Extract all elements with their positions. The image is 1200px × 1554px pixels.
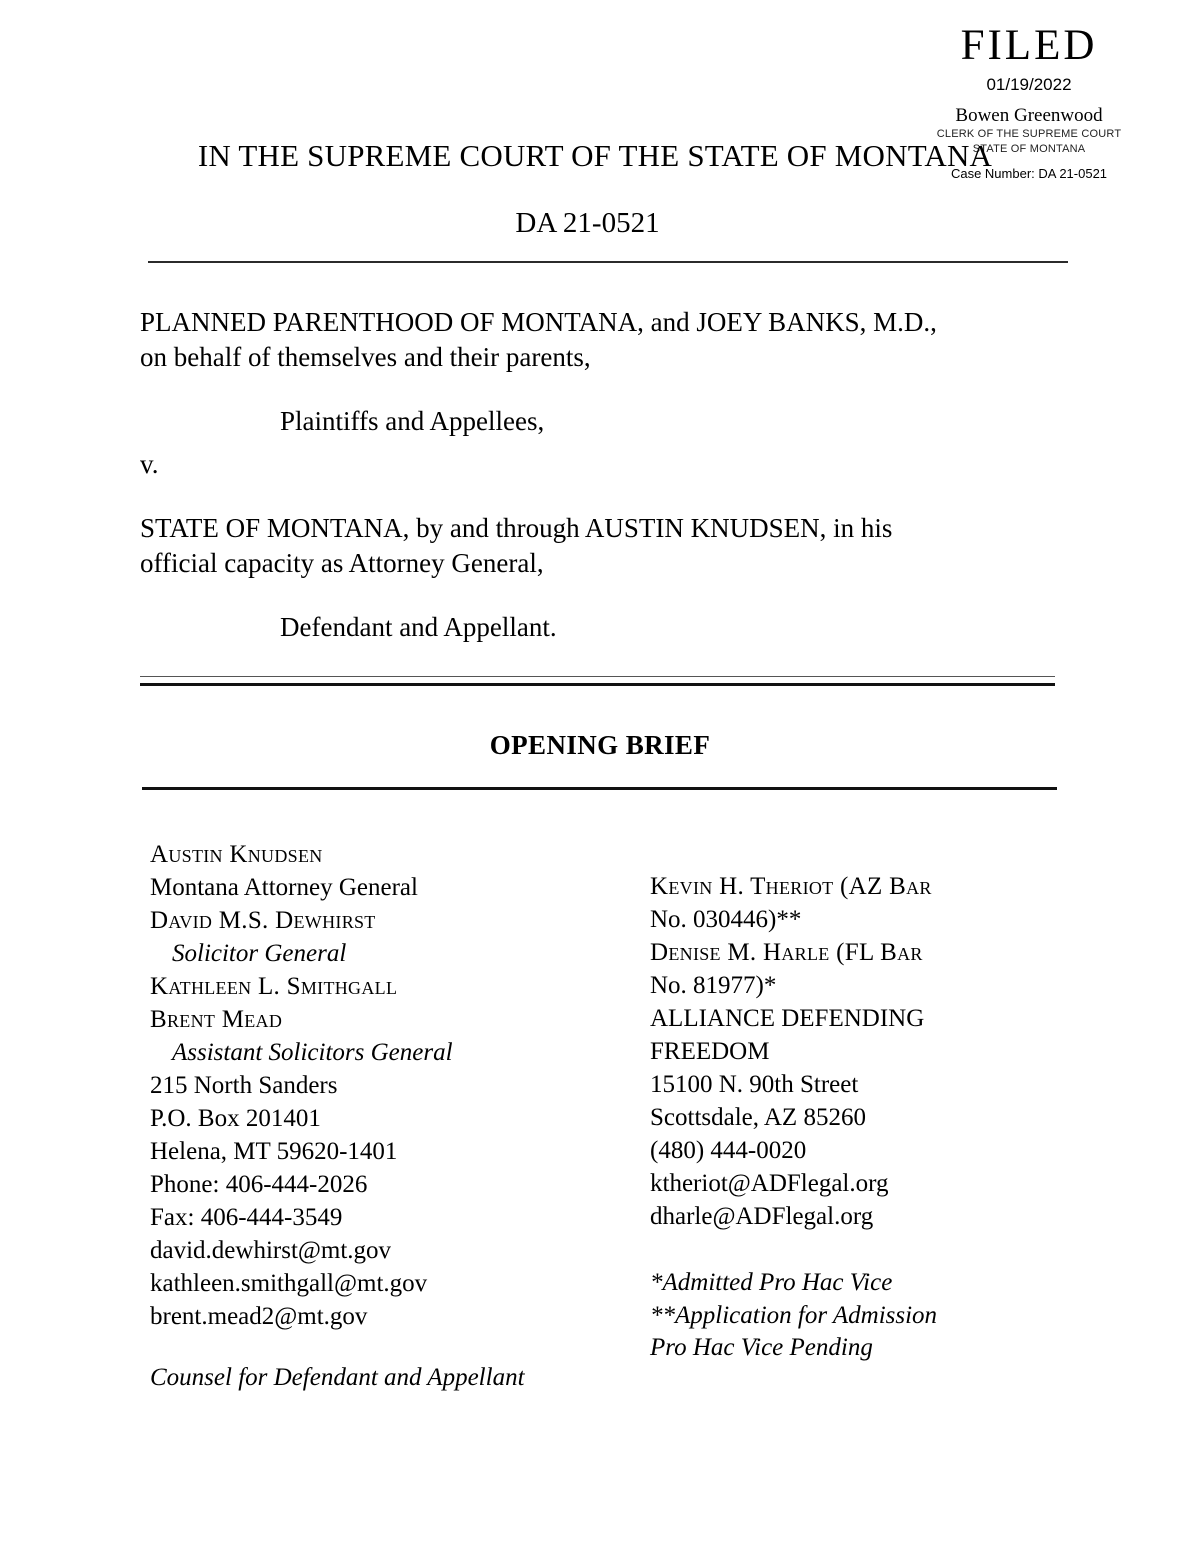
counsel-column-left	[150, 838, 650, 1333]
counsel-name-mead: Brent Mead	[150, 1006, 283, 1033]
counsel-name-harle-line-2: No. 81977)*	[650, 972, 777, 999]
counsel-fax: Fax: 406-444-3549	[150, 1204, 343, 1231]
counsel-email-mead: brent.mead2@mt.gov	[150, 1303, 368, 1330]
counsel-title-assistant-solicitors: Assistant Solicitors General	[172, 1039, 453, 1066]
defendant-block	[140, 511, 1070, 580]
counsel-column-right	[650, 838, 1050, 1365]
counsel-firm-line-2: FREEDOM	[650, 1038, 770, 1065]
counsel-name-theriot-line-2: No. 030446)**	[650, 906, 802, 933]
counsel-email-harle: dharle@ADFlegal.org	[650, 1203, 874, 1230]
plaintiff-line-1: PLANNED PARENTHOOD OF MONTANA, and JOEY BANKS, M.D.,	[140, 307, 937, 337]
counsel-name-smithgall: Kathleen L. Smithgall	[150, 973, 398, 1000]
stamp-case-number: Case Number: DA 21-0521	[950, 165, 1108, 181]
counsel-name-knudsen: Austin Knudsen	[150, 841, 323, 868]
counsel-for-statement: Counsel for Defendant and Appellant	[150, 1364, 525, 1391]
divider-thick-line	[140, 683, 1055, 686]
plaintiff-role: Plaintiffs and Appellees,	[280, 406, 545, 437]
versus-label: v.	[140, 448, 159, 479]
court-title: IN THE SUPREME COURT OF THE STATE OF MONTANA	[197, 138, 993, 173]
counsel-firm-address-line-1: 15100 N. 90th Street	[650, 1071, 859, 1098]
counsel-address-line-2: P.O. Box 201401	[150, 1105, 321, 1132]
clerk-title-line-2: STATE OF MONTANA	[972, 142, 1086, 155]
footnote-application-admission: **Application for Admission	[650, 1301, 938, 1329]
defendant-role: Defendant and Appellant.	[280, 612, 557, 643]
counsel-firm-phone: (480) 444-0020	[650, 1137, 807, 1164]
counsel-email-theriot: ktheriot@ADFlegal.org	[650, 1170, 889, 1197]
divider-top	[148, 261, 1068, 263]
defendant-line-1: STATE OF MONTANA, by and through AUSTIN KNUDSEN, in his	[140, 513, 893, 544]
counsel-address-line-3: Helena, MT 59620-1401	[150, 1138, 398, 1165]
docket-number: DA 21-0521	[515, 207, 660, 239]
counsel-title-attorney-general: Montana Attorney General	[150, 874, 418, 901]
brief-title: OPENING BRIEF	[489, 730, 711, 760]
counsel-block	[150, 838, 1070, 1365]
counsel-name-dewhirst: David M.S. Dewhirst	[150, 907, 376, 934]
divider-double	[140, 676, 1055, 686]
counsel-email-smithgall: kathleen.smithgall@mt.gov	[150, 1270, 428, 1297]
counsel-name-harle-line-1: Denise M. Harle (FL Bar	[650, 939, 923, 966]
counsel-address-line-1: 215 North Sanders	[150, 1072, 338, 1099]
footnote-pro-hac-vice-pending: Pro Hac Vice Pending	[650, 1334, 873, 1361]
counsel-firm-line-1: ALLIANCE DEFENDING	[650, 1005, 925, 1032]
counsel-title-solicitor-general: Solicitor General	[172, 940, 347, 967]
clerk-title-line-1: CLERK OF THE SUPREME COURT	[936, 128, 1122, 141]
plaintiff-block	[140, 305, 1070, 374]
counsel-firm-address-line-2: Scottsdale, AZ 85260	[650, 1104, 866, 1131]
defendant-line-2: official capacity as Attorney General,	[140, 547, 544, 578]
footnote-admitted-pro-hac-vice: *Admitted Pro Hac Vice	[650, 1269, 893, 1296]
divider-bottom	[142, 787, 1057, 790]
filed-date: 01/19/2022	[986, 75, 1072, 94]
plaintiff-line-2: on behalf of themselves and their parents,	[140, 341, 591, 372]
filed-label: FILED	[960, 22, 1098, 69]
clerk-name: Bowen Greenwood	[955, 104, 1103, 126]
case-caption	[140, 305, 1070, 645]
pro-hac-vice-footnotes	[650, 1267, 1050, 1365]
counsel-email-dewhirst: david.dewhirst@mt.gov	[150, 1237, 392, 1264]
counsel-phone: Phone: 406-444-2026	[150, 1171, 368, 1198]
counsel-name-theriot-line-1: Kevin H. Theriot (AZ Bar	[650, 873, 932, 900]
